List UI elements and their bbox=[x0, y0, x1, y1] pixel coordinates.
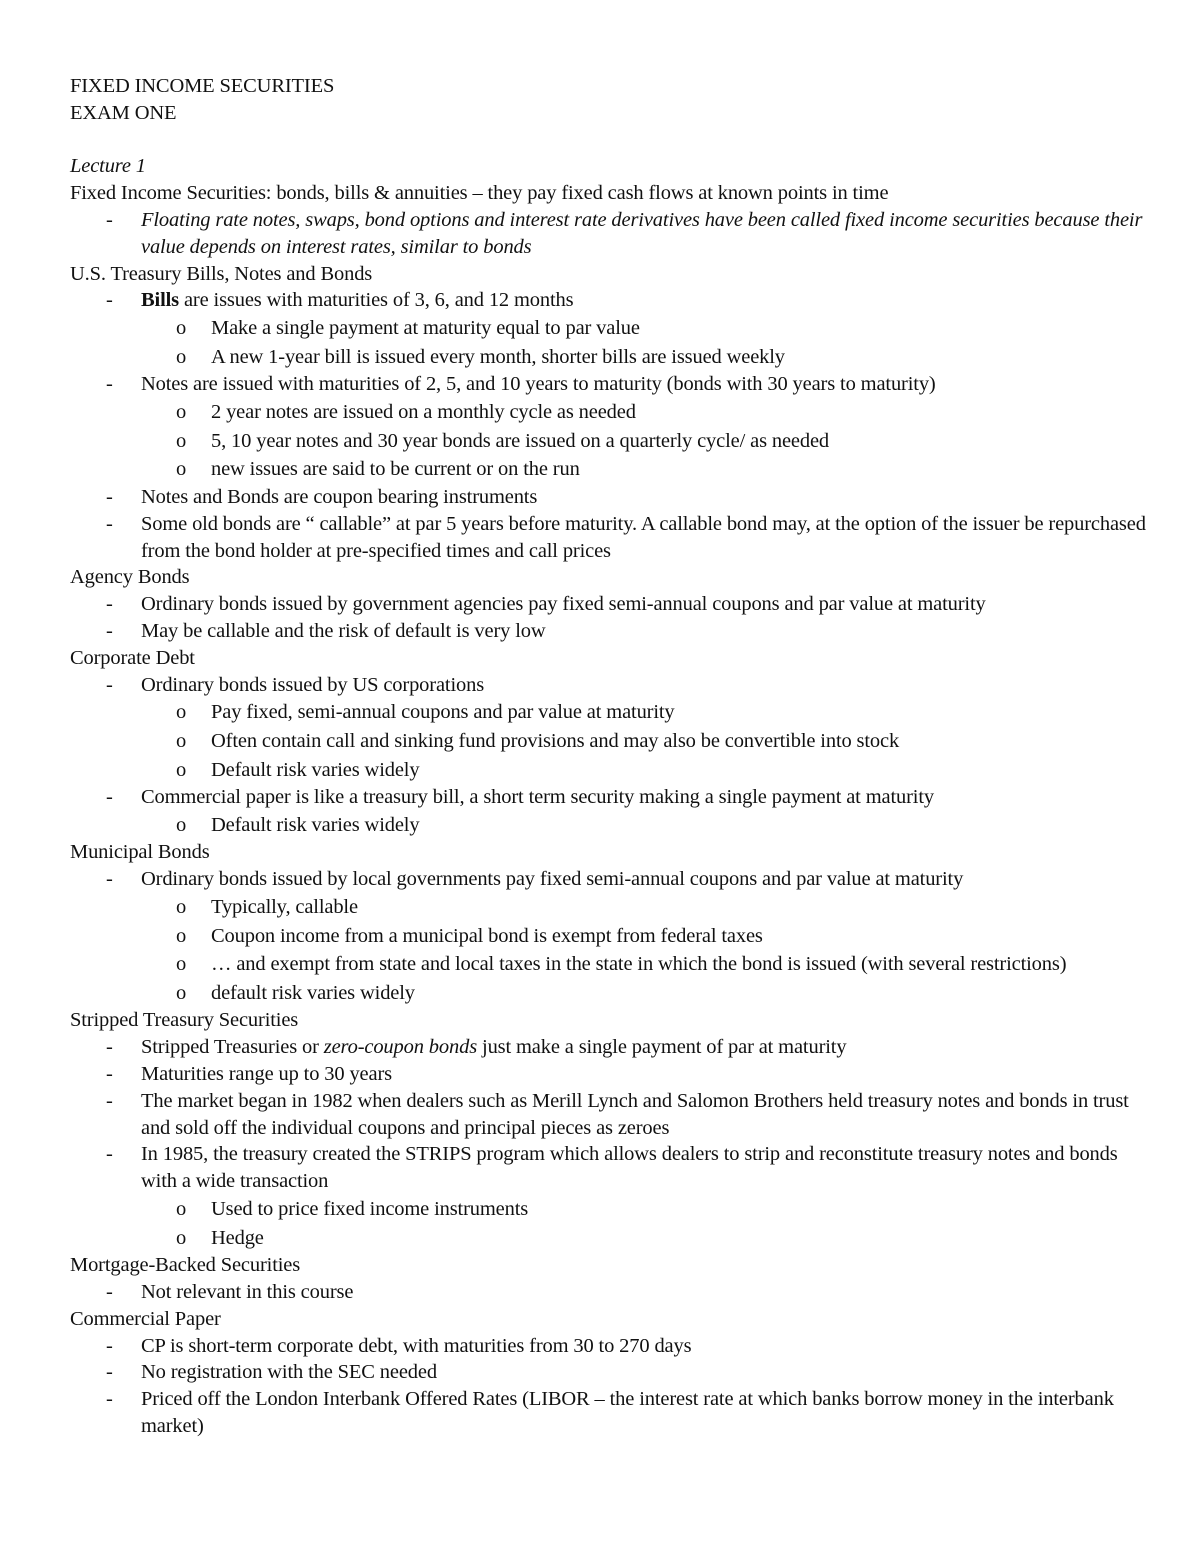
dash-bullet: - bbox=[106, 673, 113, 696]
sub-bullet-item bbox=[70, 811, 1150, 840]
sub-bullet-item bbox=[70, 727, 1150, 756]
bullet-item bbox=[70, 484, 1150, 511]
dash-bullet: - bbox=[106, 208, 113, 231]
bullet-text bbox=[141, 287, 1150, 314]
dash-bullet: - bbox=[106, 1334, 113, 1357]
circle-bullet: o bbox=[176, 429, 187, 452]
bullet-item bbox=[70, 1279, 1150, 1306]
dash-bullet: - bbox=[106, 1143, 113, 1166]
sub-bullet-text: Used to price fixed income instruments bbox=[211, 1198, 529, 1221]
text-run: In 1985, the treasury created the STRIPS program which allows dealers to strip and reconstitute treasury notes and bonds with a wide transaction bbox=[141, 1143, 1118, 1193]
text-run: Some old bonds are “ callable” at par 5 years before maturity. A callable bond may, at the option of the issuer be repurchased from the bond holder at pre-specified times and call prices bbox=[141, 512, 1146, 562]
bullet-text bbox=[141, 1034, 1150, 1061]
sub-bullet-item bbox=[70, 398, 1150, 427]
section-6 bbox=[70, 1252, 1150, 1306]
doc-title-line-2: EXAM ONE bbox=[70, 101, 177, 124]
circle-bullet: o bbox=[176, 458, 187, 481]
section-heading: Mortgage-Backed Securities bbox=[70, 1254, 301, 1277]
bullet-item bbox=[70, 371, 1150, 398]
sub-bullet-text: … and exempt from state and local taxes in the state in which the bond is issued (with several restrictions) bbox=[211, 953, 1067, 976]
text-run: Notes and Bonds are coupon bearing instruments bbox=[141, 485, 538, 508]
circle-bullet: o bbox=[176, 401, 187, 424]
blank-line bbox=[70, 127, 1150, 154]
text-run: Not relevant in this course bbox=[141, 1281, 354, 1304]
sub-bullet-item bbox=[70, 314, 1150, 343]
sub-bullet-text: Default risk varies widely bbox=[211, 758, 420, 781]
section-7 bbox=[70, 1306, 1150, 1440]
dash-bullet: - bbox=[106, 619, 113, 642]
bullet-text bbox=[141, 371, 1150, 398]
text-run: Maturities range up to 30 years bbox=[141, 1063, 392, 1086]
sub-bullet-text: new issues are said to be current or on the run bbox=[211, 458, 580, 481]
circle-bullet: o bbox=[176, 953, 187, 976]
bullet-text bbox=[141, 207, 1150, 261]
section-1 bbox=[70, 261, 1150, 565]
section-3 bbox=[70, 645, 1150, 840]
sub-bullet-item bbox=[70, 979, 1150, 1008]
section-4 bbox=[70, 839, 1150, 1007]
bullet-text bbox=[141, 1088, 1150, 1142]
section-heading: Stripped Treasury Securities bbox=[70, 1009, 299, 1032]
text-run: are issues with maturities of 3, 6, and 12 months bbox=[179, 289, 574, 312]
circle-bullet: o bbox=[176, 758, 187, 781]
bullet-item bbox=[70, 1034, 1150, 1061]
text-run: The market began in 1982 when dealers such as Merill Lynch and Salomon Brothers held treasury notes and bonds in trust and sold off the individual coupons and principal pieces as zeroes bbox=[141, 1089, 1129, 1139]
bold-term: Bills bbox=[141, 289, 179, 312]
bullet-item bbox=[70, 287, 1150, 314]
sub-bullet-item bbox=[70, 1224, 1150, 1253]
lecture-heading: Lecture 1 bbox=[70, 155, 146, 178]
text-run: Commercial paper is like a treasury bill, a short term security making a single payment at maturity bbox=[141, 786, 934, 809]
sub-bullet-item bbox=[70, 455, 1150, 484]
bullet-text bbox=[141, 591, 1150, 618]
section-heading: Commercial Paper bbox=[70, 1307, 221, 1330]
bullet-text bbox=[141, 1359, 1150, 1386]
sub-bullet-item bbox=[70, 756, 1150, 785]
section-heading: Fixed Income Securities: bonds, bills & annuities – they pay fixed cash flows at known points in time bbox=[70, 182, 889, 205]
dash-bullet: - bbox=[106, 1036, 113, 1059]
italic-term: zero-coupon bonds bbox=[323, 1036, 478, 1059]
circle-bullet: o bbox=[176, 924, 187, 947]
sub-bullet-text: Pay fixed, semi-annual coupons and par value at maturity bbox=[211, 701, 675, 724]
sub-bullet-text: Default risk varies widely bbox=[211, 813, 420, 836]
text-run: Priced off the London Interbank Offered Rates (LIBOR – the interest rate at which banks borrow money in the interbank market) bbox=[141, 1388, 1114, 1437]
dash-bullet: - bbox=[106, 1361, 113, 1384]
doc-title-line-1: FIXED INCOME SECURITIES bbox=[70, 75, 335, 97]
bullet-item bbox=[70, 1359, 1150, 1386]
text-run: Ordinary bonds issued by local governments pay fixed semi-annual coupons and par value at maturity bbox=[141, 868, 964, 891]
bullet-text bbox=[141, 618, 1150, 645]
bullet-text bbox=[141, 511, 1150, 565]
sub-bullet-item bbox=[70, 698, 1150, 727]
bullet-item bbox=[70, 784, 1150, 811]
circle-bullet: o bbox=[176, 317, 187, 340]
sub-bullet-text: Often contain call and sinking fund provisions and may also be convertible into stock bbox=[211, 729, 900, 752]
circle-bullet: o bbox=[176, 729, 187, 752]
bullet-item bbox=[70, 1061, 1150, 1088]
text-run: May be callable and the risk of default is very low bbox=[141, 619, 546, 642]
circle-bullet: o bbox=[176, 701, 187, 724]
bullet-text bbox=[141, 1141, 1150, 1195]
dash-bullet: - bbox=[106, 786, 113, 809]
dash-bullet: - bbox=[106, 1281, 113, 1304]
section-2 bbox=[70, 564, 1150, 644]
sub-bullet-text: 2 year notes are issued on a monthly cycle as needed bbox=[211, 401, 636, 424]
section-heading: U.S. Treasury Bills, Notes and Bonds bbox=[70, 262, 373, 285]
circle-bullet: o bbox=[176, 345, 187, 368]
sub-bullet-item bbox=[70, 922, 1150, 951]
text-run: Notes are issued with maturities of 2, 5, and 10 years to maturity (bonds with 30 years to maturity) bbox=[141, 373, 936, 396]
section-heading: Municipal Bonds bbox=[70, 841, 210, 864]
bullet-item bbox=[70, 511, 1150, 565]
dash-bullet: - bbox=[106, 373, 113, 396]
circle-bullet: o bbox=[176, 1198, 187, 1221]
text-run: Ordinary bonds issued by US corporations bbox=[141, 673, 485, 696]
sub-bullet-text: Typically, callable bbox=[211, 896, 358, 919]
dash-bullet: - bbox=[106, 485, 113, 508]
bullet-item bbox=[70, 866, 1150, 893]
bullet-item bbox=[70, 1088, 1150, 1142]
bullet-item bbox=[70, 591, 1150, 618]
bullet-text bbox=[141, 1386, 1150, 1440]
bullet-text bbox=[141, 672, 1150, 699]
sub-bullet-item bbox=[70, 893, 1150, 922]
sub-bullet-text: Make a single payment at maturity equal to par value bbox=[211, 317, 640, 340]
dash-bullet: - bbox=[106, 1089, 113, 1112]
bullet-item bbox=[70, 1386, 1150, 1440]
bullet-text bbox=[141, 866, 1150, 893]
section-0 bbox=[70, 180, 1150, 260]
circle-bullet: o bbox=[176, 981, 187, 1004]
bullet-text bbox=[141, 484, 1150, 511]
circle-bullet: o bbox=[176, 813, 187, 836]
bullet-item bbox=[70, 672, 1150, 699]
sub-bullet-text: Hedge bbox=[211, 1226, 264, 1249]
text-run: just make a single payment of par at maturity bbox=[477, 1036, 847, 1059]
dash-bullet: - bbox=[106, 868, 113, 891]
sub-bullet-item bbox=[70, 343, 1150, 372]
dash-bullet: - bbox=[106, 1388, 113, 1411]
sub-bullet-text: 5, 10 year notes and 30 year bonds are issued on a quarterly cycle/ as needed bbox=[211, 429, 830, 452]
sub-bullet-text: default risk varies widely bbox=[211, 981, 415, 1004]
bullet-text bbox=[141, 1061, 1150, 1088]
bullet-text bbox=[141, 784, 1150, 811]
bullet-item bbox=[70, 1333, 1150, 1360]
dash-bullet: - bbox=[106, 593, 113, 616]
sub-bullet-item bbox=[70, 950, 1150, 979]
sub-bullet-item bbox=[70, 1195, 1150, 1224]
sub-bullet-text: Coupon income from a municipal bond is exempt from federal taxes bbox=[211, 924, 763, 947]
sub-bullet-text: A new 1-year bill is issued every month, shorter bills are issued weekly bbox=[211, 345, 785, 368]
bullet-text bbox=[141, 1279, 1150, 1306]
bullet-text bbox=[141, 1333, 1150, 1360]
section-heading: Agency Bonds bbox=[70, 566, 190, 589]
text-run: CP is short-term corporate debt, with maturities from 30 to 270 days bbox=[141, 1334, 692, 1357]
notes-sections bbox=[70, 180, 1150, 1440]
text-run: Ordinary bonds issued by government agencies pay fixed semi-annual coupons and par value at maturity bbox=[141, 593, 986, 616]
text-run: Stripped Treasuries or bbox=[141, 1036, 324, 1059]
dash-bullet: - bbox=[106, 289, 113, 312]
section-heading: Corporate Debt bbox=[70, 646, 195, 669]
document-body bbox=[70, 73, 1150, 1440]
bullet-item bbox=[70, 207, 1150, 261]
bullet-item bbox=[70, 1141, 1150, 1195]
circle-bullet: o bbox=[176, 1226, 187, 1249]
section-5 bbox=[70, 1007, 1150, 1252]
sub-bullet-item bbox=[70, 427, 1150, 456]
text-run: Floating rate notes, swaps, bond options and interest rate derivatives have been called fixed income securities because their value depends on interest rates, similar to bonds bbox=[141, 208, 1143, 258]
text-run: No registration with the SEC needed bbox=[141, 1361, 437, 1384]
dash-bullet: - bbox=[106, 512, 113, 535]
circle-bullet: o bbox=[176, 896, 187, 919]
dash-bullet: - bbox=[106, 1063, 113, 1086]
bullet-item bbox=[70, 618, 1150, 645]
